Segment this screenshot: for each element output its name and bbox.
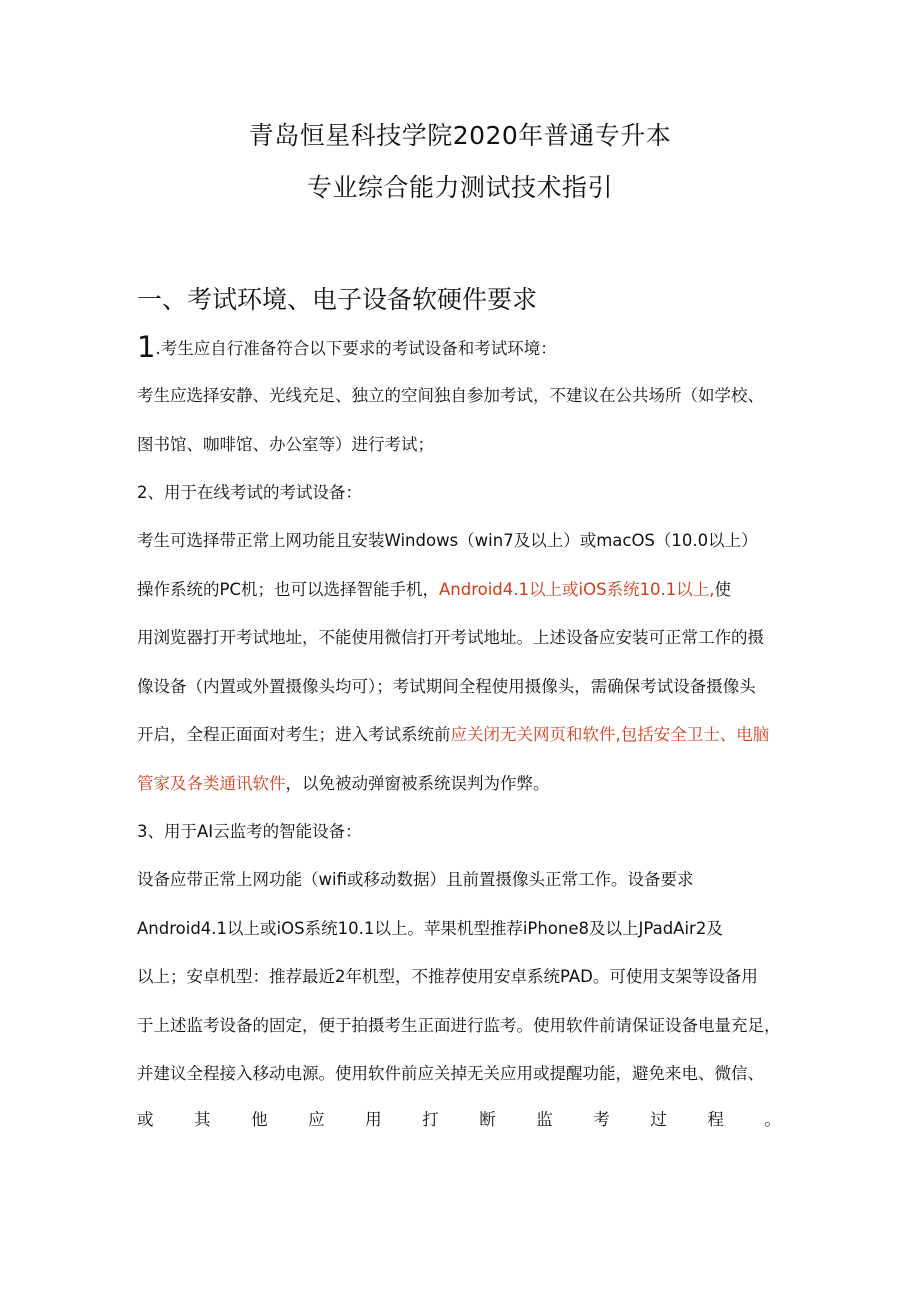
item3-body-line3: 以上；安卓机型：推荐最近2年机型，不推荐使用安卓系统PAD。可使用支架等设备用	[137, 967, 758, 986]
item1-body-line1: 考生应选择安静、光线充足、独立的空间独自参加考试，不建议在公共场所（如学校、	[137, 386, 764, 405]
item2-heading: 2、用于在线考试的考试设备：	[137, 483, 362, 502]
document-title-line1: 青岛恒星科技学院2020年普通专升本	[248, 121, 672, 150]
section1-heading: 一、考试环境、电子设备软硬件要求	[137, 285, 538, 314]
justified-char: 应	[308, 1110, 325, 1129]
item2-line6-highlight: 管家及各类通讯软件	[137, 774, 286, 793]
item2-body-line5	[137, 723, 769, 747]
justified-char: 监	[536, 1110, 553, 1129]
item3-body-line2: Android4.1以上或iOS系统10.1以上。苹果机型推荐iPhone8及以上JPadAir2及	[137, 919, 723, 938]
justified-char: 程	[707, 1110, 724, 1129]
item2-body-line3: 用浏览器打开考试地址，不能使用微信打开考试地址。上述设备应安装可正常工作的摄	[137, 628, 764, 647]
item2-line2-text-b: 使	[714, 580, 732, 599]
item3-heading: 3、用于AI云监考的智能设备：	[137, 822, 362, 841]
item1-heading	[137, 330, 557, 364]
justified-char: 他	[251, 1110, 268, 1129]
item2-body-line6	[137, 772, 550, 796]
justified-char: 过	[650, 1110, 667, 1129]
item2-body-line4: 像设备（内置或外置摄像头均可）；考试期间全程使用摄像头，需确保考试设备摄像头	[137, 677, 756, 696]
item1-body-line2: 图书馆、咖啡馆、办公室等）进行考试；	[137, 435, 434, 454]
item1-text: .考生应自行准备符合以下要求的考试设备和考试环境：	[155, 339, 557, 358]
item3-body-line4: 于上述监考设备的固定，便于拍摄考生正面进行监考。使用软件前请保证设备电量充足，	[137, 1016, 781, 1035]
justified-char: 其	[194, 1110, 211, 1129]
item1-number: 1	[137, 330, 156, 364]
justified-char: 断	[479, 1110, 496, 1129]
justified-char: 考	[593, 1110, 610, 1129]
item2-line2-text-a: 操作系统的PC机；也可以选择智能手机，	[137, 580, 439, 599]
justified-char: 或	[137, 1110, 154, 1129]
document-title-line2: 专业综合能力测试技术指引	[306, 173, 613, 202]
item2-body-line2	[137, 578, 731, 602]
item3-body-line1: 设备应带正常上网功能（wifi或移动数据）且前置摄像头正常工作。设备要求	[137, 870, 694, 889]
item2-body-line1: 考生可选择带正常上网功能且安装Windows（win7及以上）或macOS（10.0以上）	[137, 531, 758, 550]
item2-line5-highlight: 应关闭无关网页和软件,包括安全卫士、电脑	[450, 725, 770, 744]
item3-body-line5: 并建议全程接入移动电源。使用软件前应关掉无关应用或提醒功能，避免来电、微信、	[137, 1064, 764, 1083]
item2-line5-text-a: 开启，全程正面面对考生；进入考试系统前	[137, 725, 451, 744]
justified-char: 打	[422, 1110, 439, 1129]
justified-char: 。	[764, 1110, 781, 1129]
item3-body-line6	[137, 1108, 781, 1132]
item2-line2-highlight: Android4.1以上或iOS系统10.1以上,	[438, 580, 715, 599]
justified-char: 用	[365, 1110, 382, 1129]
item2-line6-text-b: ，以免被动弹窗被系统误判为作弊。	[285, 774, 550, 793]
